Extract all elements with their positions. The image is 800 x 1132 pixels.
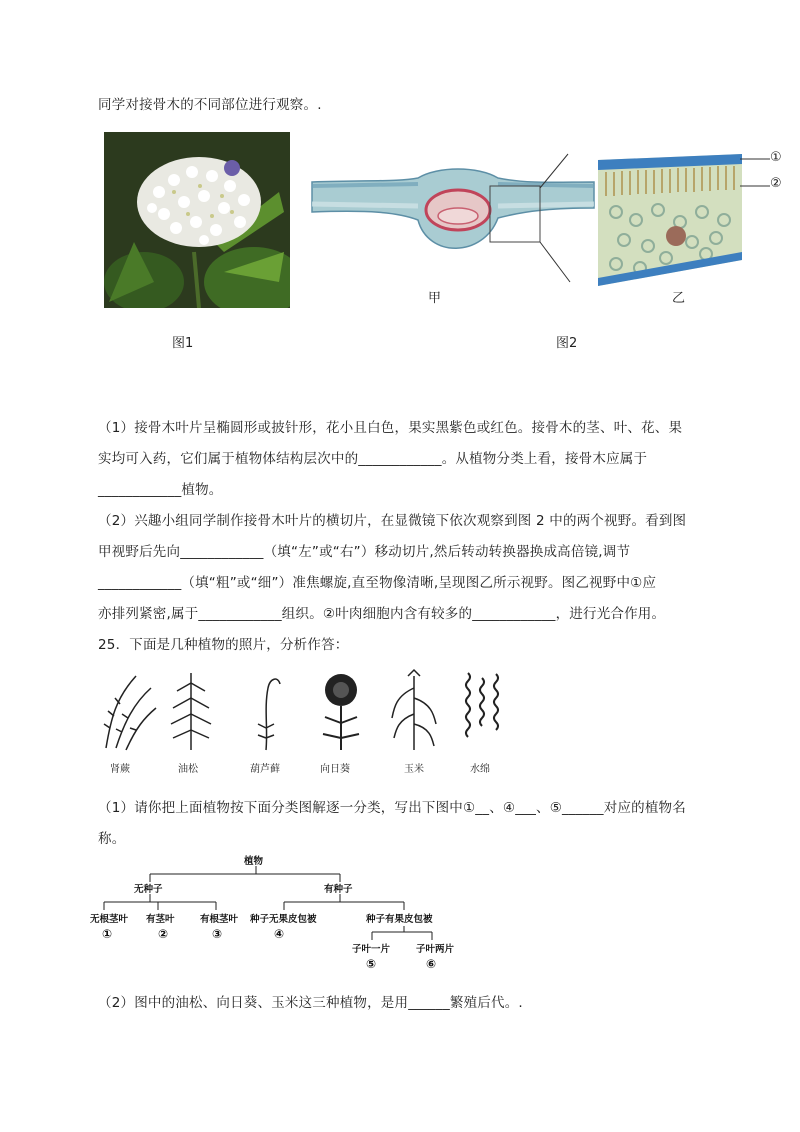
q25-p1-line1: （1）请你把上面植物按下面分类图解逐一分类，写出下图中①__、④___、⑤______对应的植物名 <box>98 800 686 816</box>
plant-label-fern: 肾蕨 <box>110 764 130 775</box>
jia-label: 甲 <box>428 291 442 306</box>
plant-sketches-icon <box>96 668 516 754</box>
plant-label-spirogyra: 水绵 <box>470 764 490 775</box>
marker-1: ① <box>770 150 782 165</box>
tree-leaf5-parent: 种子有果皮包被 <box>366 914 433 925</box>
classification-tree <box>90 852 470 974</box>
q25-p1-line2: 称。 <box>98 831 126 847</box>
tree-leaf4: 种子无果皮包被 <box>250 914 317 925</box>
tree-n2: ② <box>158 927 169 941</box>
tree-leaf5: 子叶一片 <box>352 944 391 955</box>
plant-label-corn: 玉米 <box>404 764 424 775</box>
tree-n1: ① <box>102 927 113 941</box>
yi-label: 乙 <box>672 291 686 306</box>
q25-title: 25．下面是几种植物的照片，分析作答： <box>98 637 349 653</box>
q25-p2-line1: （2）图中的油松、向日葵、玉米这三种植物，是用______繁殖后代。. <box>98 995 523 1011</box>
q24-p2-line4: 亦排列紧密,属于____________组织。②叶肉细胞内含有较多的____________，进行光合作用。 <box>98 606 666 622</box>
tree-leaf6: 子叶两片 <box>416 944 455 955</box>
leaf-magnified-yi <box>596 150 746 288</box>
tree-n4: ④ <box>274 927 285 941</box>
plant-label-pine: 油松 <box>178 764 198 775</box>
plant-label-sunflower: 向日葵 <box>320 764 350 775</box>
tree-n5: ⑤ <box>366 957 377 971</box>
intro-text: 同学对接骨木的不同部位进行观察。. <box>98 97 322 113</box>
tree-has-seed: 有种子 <box>324 884 353 895</box>
tree-leaf1: 无根茎叶 <box>90 914 129 925</box>
tree-no-seed: 无种子 <box>134 884 163 895</box>
q24-p1-line1: （1）接骨木叶片呈椭圆形或披针形，花小且白色，果实黑紫色或红色。接骨木的茎、叶、花、果 <box>98 420 683 436</box>
fig1-caption: 图1 <box>172 336 194 351</box>
tree-n3: ③ <box>212 927 223 941</box>
tree-leaf3: 有根茎叶 <box>200 914 239 925</box>
marker-2: ② <box>770 176 782 191</box>
tree-root: 植物 <box>244 856 264 867</box>
q24-p2-line3: ____________（填“粗”或“细”）准焦螺旋,直至物像清晰,呈现图乙所示视野。图乙视野中①应 <box>98 575 657 591</box>
q24-p2-line1: （2）兴趣小组同学制作接骨木叶片的横切片，在显微镜下依次观察到图 2 中的两个视野。看到图 <box>98 513 687 529</box>
plant-photos <box>96 668 516 778</box>
zoom-connector-lines <box>530 150 600 290</box>
q24-p1-line2: 实均可入药，它们属于植物体结构层次中的____________。从植物分类上看，接骨木应属于 <box>98 451 648 467</box>
tree-leaf2: 有茎叶 <box>146 914 175 925</box>
q24-p1-line3: ____________植物。 <box>98 482 223 498</box>
plant-label-moss: 葫芦藓 <box>250 764 280 775</box>
q24-p2-line2: 甲视野后先向____________（填“左”或“右”）移动切片,然后转动转换器换成高倍镜,调节 <box>98 544 631 560</box>
tree-n6: ⑥ <box>426 957 437 971</box>
fig2-caption: 图2 <box>556 336 578 351</box>
elderberry-photo <box>104 132 290 308</box>
